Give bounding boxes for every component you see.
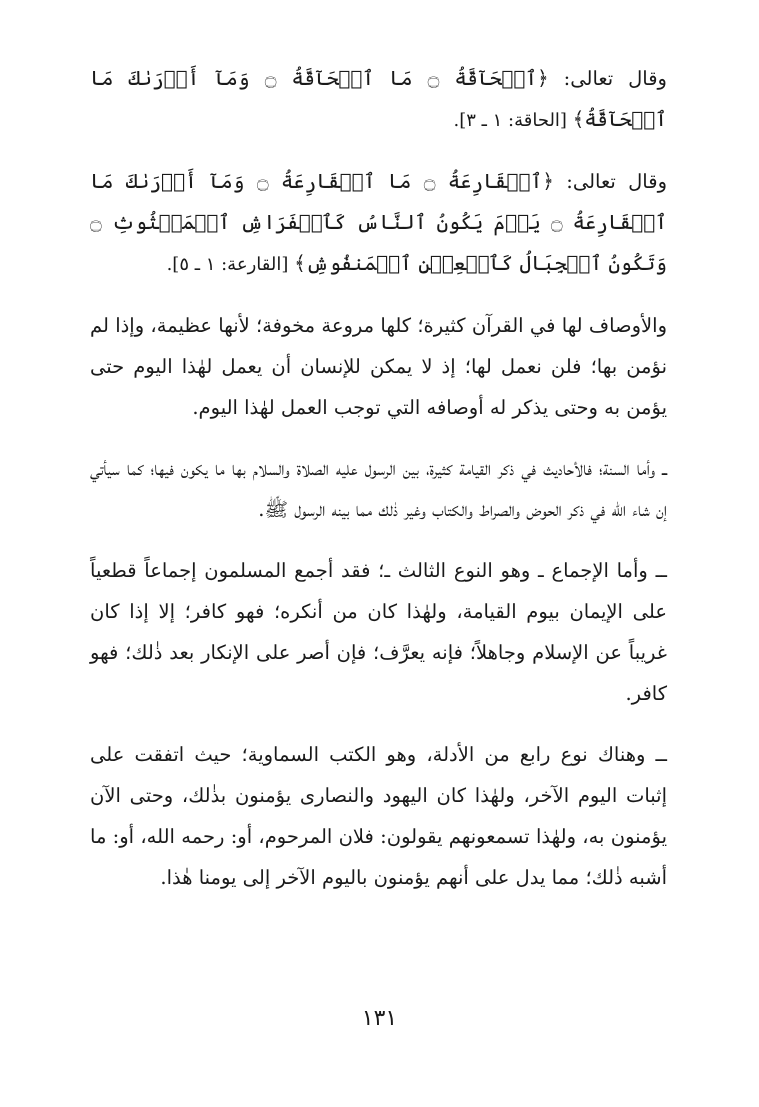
- paragraph-descriptions: والأوصاف لها في القرآن كثيرة؛ كلها مروعة مخوفة؛ لأنها عظيمة، وإذا لم نؤمن بها؛ فلن نعمل لها؛ إذ لا يمكن للإنسان أن يعمل لهٰذا اليوم حتى يؤمن به وحتى يذكر له أوصافه التي توجب العمل لهٰذا اليوم.: [90, 314, 667, 419]
- quran-verse-text: ﴿ٱلۡحَآقَّةُ ۝ مَا ٱلۡحَآقَّةُ ۝ وَمَآ أَدۡرَىٰكَ مَا ٱلۡحَآقَّةُ﴾: [90, 66, 667, 131]
- paragraph-sunnah: ــ وأما السنة؛ فالأحاديث في ذكر القيامة كثيرة، بين الرسول عليه الصلاة والسلام بها ما يكون فيها؛ كما سيأتي إن شاء الله في ذكر الحوض والصراط والكتاب وغير ذٰلك مما بينه الرسول ﷺ.: [90, 457, 667, 521]
- paragraph-heavenly-books: ــ وهناك نوع رابع من الأدلة، وهو الكتب السماوية؛ حيث اتفقت على إثبات اليوم الآخر، ولهٰذا كان اليهود والنصارى يؤمنون بذٰلك، وحتى الآن يؤمنون به، ولهٰذا تسمعونهم يقولون: فلان المرحوم، أو: رحمه الله، أو: ما أشبه ذٰلك؛ مما يدل على أنهم يؤمنون باليوم الآخر إلى يومنا هٰذا.: [90, 743, 667, 889]
- quran-quote-alhaqqah: [90, 58, 667, 141]
- quran-quote-alqariah: [90, 161, 667, 285]
- paragraph-ijma: ــ وأما الإجماع ـ وهو النوع الثالث ـ؛ فقد أجمع المسلمون إجماعاً قطعياً على الإيمان بيوم القيامة، ولهٰذا كان من أنكره؛ فهو كافر؛ إلا إذا كان غريباً عن الإسلام وجاهلاً؛ فإنه يعرَّف؛ فإن أصر على الإنكار بعد ذٰلك؛ فهو كافر.: [90, 559, 667, 705]
- quote-intro: وقال تعالى:: [548, 67, 667, 90]
- page-number: ١٣١: [361, 1006, 398, 1031]
- verse-reference: [القارعة: ١ ـ ٥].: [166, 254, 295, 275]
- quote-intro: وقال تعالى:: [553, 170, 667, 193]
- page-body: [90, 58, 667, 918]
- verse-reference: [الحاقة: ١ ـ ٣].: [453, 110, 573, 131]
- quran-verse-text: ﴿ٱلۡقَارِعَةُ ۝ مَا ٱلۡقَارِعَةُ ۝ وَمَآ أَدۡرَىٰكَ مَا ٱلۡقَارِعَةُ ۝ يَوۡمَ يَكُونُ ٱلنَّاسُ كَٱلۡفَرَاشِ ٱلۡمَبۡثُوثِ ۝ وَتَكُونُ ٱلۡجِبَالُ كَٱلۡعِهۡنِ ٱلۡمَنفُوشِ﴾: [90, 169, 667, 275]
